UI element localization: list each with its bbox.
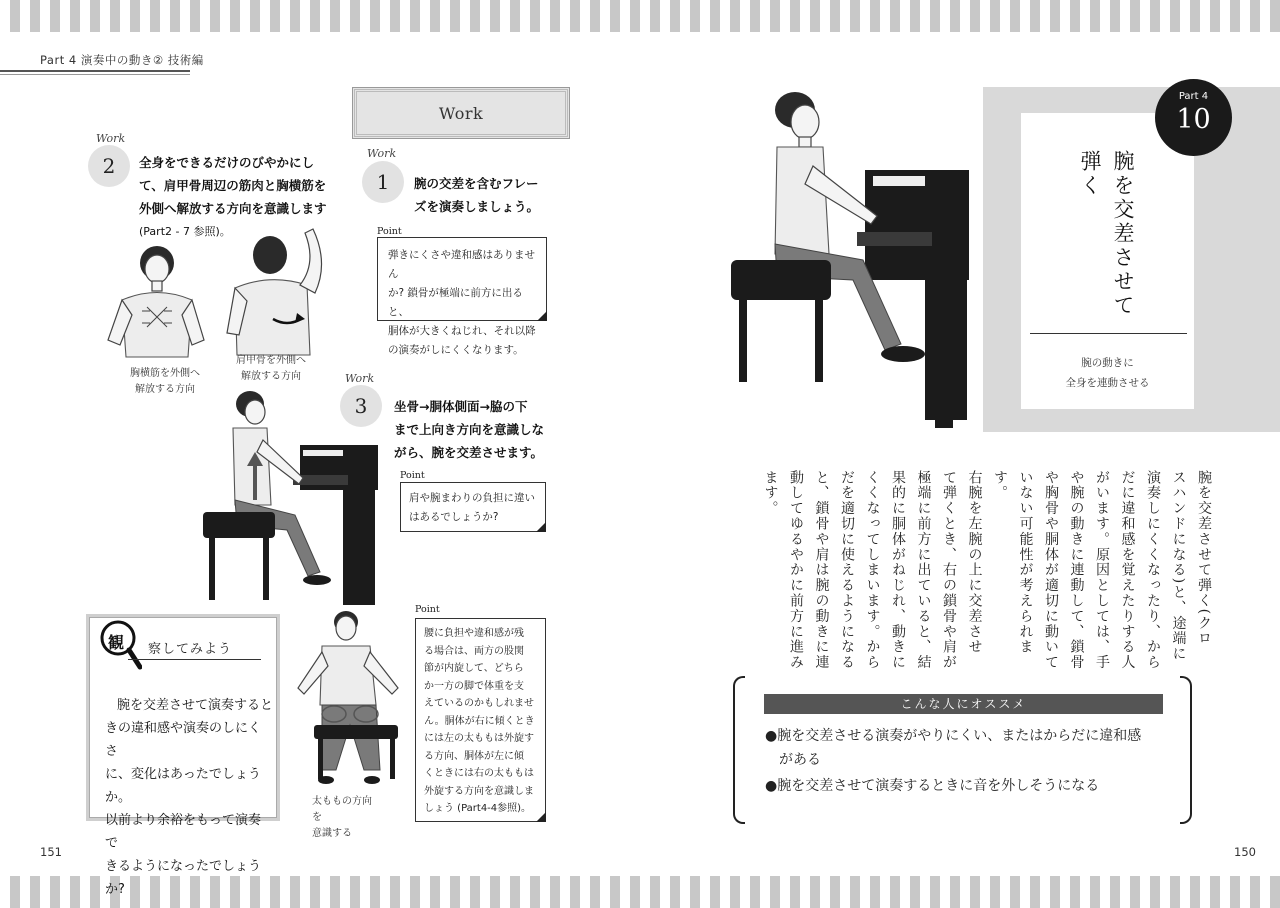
- body-column: だに違和感を覚えたりする人: [1119, 470, 1136, 671]
- title-card-subtitle: [1021, 353, 1194, 393]
- step-1-line: ズを演奏しましょう。: [414, 199, 540, 214]
- body-column: だを適切に使えるようになる: [839, 470, 855, 671]
- point-line: 胴体が大きくねじれ、それ以降: [388, 325, 536, 337]
- point-line: か一方の脚で体重を支: [424, 680, 524, 692]
- body-column: スハンドになる)と、途端に: [1170, 470, 1187, 662]
- step-number-circle: 3: [340, 385, 382, 427]
- recommend-bracket-right: [1180, 676, 1192, 824]
- page-title-col1: 腕を交差させて: [1111, 150, 1135, 318]
- part-badge: [1155, 79, 1232, 156]
- header-rule: [0, 70, 190, 72]
- work-label: Work: [367, 147, 397, 160]
- point-line: る方向、胴体が左に傾: [424, 750, 524, 762]
- step-2-line: 全身をできるだけのびやかにし: [139, 155, 315, 170]
- point-label: Point: [415, 604, 440, 615]
- recommend-line: ●腕を交差させる演奏がやりにくい、またはからだに違和感: [765, 728, 1142, 744]
- point-line: ん。胴体が右に傾くとき: [424, 715, 535, 727]
- work-label: Work: [345, 372, 375, 385]
- body-column: 動してゆるやかに前方に進み: [788, 470, 804, 671]
- caption-line: 胸横筋を外側へ: [130, 368, 200, 379]
- step-2-line: 外側へ解放する方向を意識します: [139, 201, 327, 216]
- step-2-line: て、肩甲骨周辺の筋肉と胸横筋を: [139, 178, 327, 193]
- recommend-heading: こんな人にオススメ: [764, 694, 1163, 714]
- body-column: ます。: [762, 470, 779, 517]
- observe-line: 以前より余裕をもって演奏で: [105, 813, 262, 851]
- page-number-left: 151: [40, 845, 62, 859]
- body-column: 果的に胴体がねじれ、動きに: [890, 470, 906, 671]
- body-column: や腕の動きに連動して、鎖骨: [1068, 470, 1085, 671]
- recommend-line: がある: [779, 752, 821, 768]
- observe-text: [105, 694, 273, 901]
- work-label: Work: [96, 132, 126, 145]
- thigh-figure: [294, 610, 414, 795]
- step-1-text: [414, 172, 539, 218]
- point-line: 弾きにくさや違和感はありません: [388, 249, 535, 280]
- step-3-line: まで上向き方向を意識しな: [394, 422, 545, 437]
- body-column: す。: [992, 470, 1008, 501]
- caption-line: 解放する方向: [135, 384, 195, 395]
- caption-line: 意識する: [312, 828, 352, 839]
- step-1-line: 腕の交差を含むフレー: [414, 176, 539, 191]
- point-line: の演奏がしにくくなります。: [388, 344, 524, 356]
- observe-title: 察してみよう: [148, 642, 233, 657]
- point-label: Point: [377, 226, 402, 237]
- observe-line: きの違和感や演奏のしにくさ: [105, 721, 262, 759]
- point-label: Point: [400, 470, 425, 481]
- step-3-text: [394, 395, 544, 464]
- shoulder-figure: [225, 223, 335, 358]
- subtitle-line: 全身を連動させる: [1065, 377, 1150, 389]
- caption-line: 太ももの方向を: [312, 796, 372, 823]
- observe-line: に、変化はあったでしょうか。: [105, 767, 261, 805]
- body-column: て弾くとき、右の鎖骨や肩が: [941, 470, 957, 671]
- running-header: Part 4 演奏中の動き② 技術編: [40, 53, 204, 67]
- body-column: 極端に前方に出ていると、結: [915, 470, 932, 671]
- point-line: 節が内旋して、どちら: [424, 663, 524, 674]
- body-column: や胸骨や胴体が適切に動いて: [1043, 470, 1059, 671]
- chest-figure: [100, 245, 210, 365]
- step-2-ref: (Part2 - 7 参照)。: [139, 225, 231, 238]
- body-column: がいます。原因としては、手: [1094, 470, 1110, 671]
- step-3-line: がら、腕を交差させます。: [394, 445, 544, 460]
- point-line: 腰に負担や違和感が残: [424, 628, 524, 639]
- header-rule-thin: [0, 74, 190, 75]
- point-box-3: [415, 618, 546, 822]
- body-column: と、鎖骨や肩は腕の動きに連: [813, 470, 830, 671]
- title-card-rule: [1030, 333, 1187, 334]
- observe-line: 腕を交差させて演奏すると: [117, 698, 274, 713]
- subtitle-line: 腕の動きに: [1081, 357, 1134, 369]
- recommend-item: [765, 724, 1141, 772]
- recommend-item: [765, 774, 1099, 798]
- thigh-caption: [312, 794, 378, 842]
- caption-line: 解放する方向: [241, 371, 301, 382]
- point-line: しょう (Part4-4参照)。: [424, 803, 532, 814]
- recommend-bracket-left: [733, 676, 745, 824]
- part-number: 10: [1176, 104, 1211, 135]
- point-line: には左の太ももは外旋す: [424, 733, 534, 744]
- body-column: 腕を交差させて弾く(クロ: [1196, 470, 1212, 647]
- point-line: くときには右の太ももは: [424, 768, 534, 779]
- point-line: 肩や腕まわりの負担に違い: [409, 492, 535, 504]
- page-title-col2: 弾く: [1078, 150, 1102, 198]
- observe-rule: [128, 659, 261, 660]
- point-box-1: [377, 237, 547, 356]
- caption-line: 肩甲骨を外側へ: [236, 355, 306, 366]
- step-number-circle: 2: [88, 145, 130, 187]
- body-column: くくなってしまいます。から: [864, 470, 881, 671]
- part-label: Part 4: [1178, 91, 1209, 102]
- point-line: 外旋する方向を意識しま: [424, 785, 534, 797]
- work-tab: Work: [352, 87, 570, 139]
- pianist-large-figure: [725, 92, 975, 432]
- page-number-right: 150: [1234, 845, 1256, 859]
- body-column: 右腕を左腕の上に交差させ: [966, 470, 983, 655]
- point-line: る場合は、両方の股関: [424, 645, 524, 657]
- point-line: はあるでしょうか?: [409, 511, 499, 523]
- shoulder-caption: [216, 353, 326, 385]
- body-column: 演奏しにくくなったり、から: [1145, 470, 1161, 671]
- observe-line: きるようになったでしょうか?: [105, 859, 262, 897]
- recommend-line: ●腕を交差させて演奏するときに音を外しそうになる: [765, 778, 1100, 794]
- body-text: [757, 470, 1216, 685]
- point-line: えているのかもしれませ: [424, 698, 534, 709]
- point-line: か? 鎖骨が極端に前方に出ると、: [388, 287, 523, 318]
- pianist-small-figure: [195, 390, 380, 605]
- top-stripe-border: [0, 0, 1280, 32]
- observe-icon-char: 観: [108, 633, 125, 652]
- body-column: いない可能性が考えられま: [1017, 470, 1034, 655]
- point-box-2: [400, 482, 546, 532]
- step-3-line: 坐骨→胴体側面→脇の下: [394, 399, 528, 414]
- step-number-circle: 1: [362, 161, 404, 203]
